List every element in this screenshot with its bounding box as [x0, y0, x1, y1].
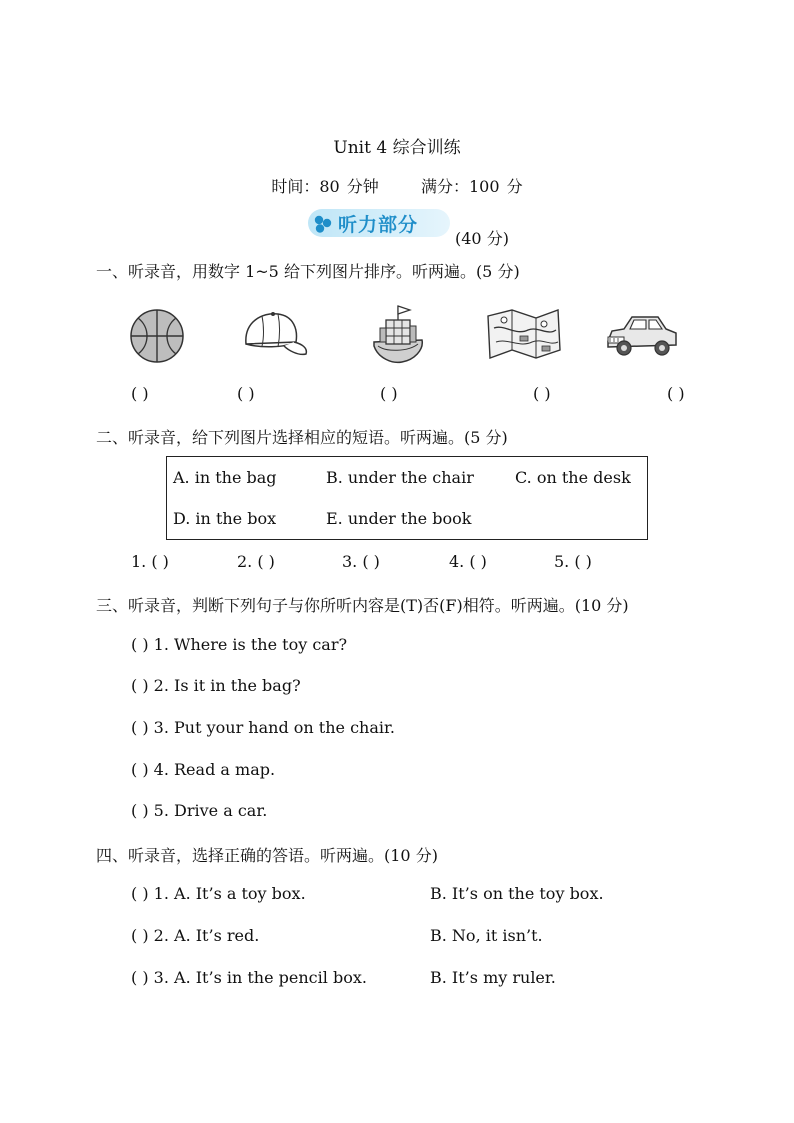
q1-blank-5[interactable]: ( ): [667, 384, 685, 403]
dots-icon: [313, 214, 333, 234]
q3-item-3[interactable]: ( ) 3. Put your hand on the chair.: [131, 718, 395, 737]
q2-answer-2[interactable]: 2. ( ): [237, 552, 275, 571]
basketball-icon: [128, 307, 186, 365]
q4-item-3-b: B. It’s my ruler.: [430, 968, 556, 987]
q1-blank-2[interactable]: ( ): [237, 384, 255, 403]
option-d: D. in the box: [173, 509, 277, 528]
cap-icon: [240, 308, 310, 360]
q4-item-3-a[interactable]: ( ) 3. A. It’s in the pencil box.: [131, 968, 367, 987]
q2-answer-3[interactable]: 3. ( ): [342, 552, 380, 571]
section-label: 听力部分: [338, 214, 419, 236]
q2-answer-4[interactable]: 4. ( ): [449, 552, 487, 571]
q3-item-5[interactable]: ( ) 5. Drive a car.: [131, 801, 268, 820]
q4-instruction: 四、听录音，选择正确的答语。听两遍。(10 分): [96, 846, 438, 865]
exam-info: [0, 174, 794, 197]
q3-item-4[interactable]: ( ) 4. Read a map.: [131, 760, 276, 779]
q2-answer-5[interactable]: 5. ( ): [554, 552, 592, 571]
q2-answer-1[interactable]: 1. ( ): [131, 552, 169, 571]
q4-item-2-b: B. No, it isn’t.: [430, 926, 543, 945]
section-points: (40 分): [455, 229, 509, 248]
q4-item-1-a[interactable]: ( ) 1. A. It’s a toy box.: [131, 884, 306, 903]
q3-item-1[interactable]: ( ) 1. Where is the toy car?: [131, 635, 348, 654]
option-c: C. on the desk: [515, 468, 631, 487]
q3-instruction: 三、听录音，判断下列句子与你所听内容是(T)否(F)相符。听两遍。(10 分): [96, 596, 629, 615]
q1-blank-3[interactable]: ( ): [380, 384, 398, 403]
option-b: B. under the chair: [326, 468, 474, 487]
boat-icon: [372, 302, 426, 366]
map-icon: [486, 306, 562, 362]
q1-instruction: 一、听录音，用数字 1~5 给下列图片排序。听两遍。(5 分): [96, 262, 520, 281]
car-icon: [604, 309, 680, 361]
score-info: 满分：100 分: [421, 177, 523, 196]
time-info: 时间：80 分钟: [271, 177, 379, 196]
option-e: E. under the book: [326, 509, 472, 528]
q2-instruction: 二、听录音，给下列图片选择相应的短语。听两遍。(5 分): [96, 428, 508, 447]
q3-item-2[interactable]: ( ) 2. Is it in the bag?: [131, 676, 301, 695]
option-a: A. in the bag: [173, 468, 277, 487]
q4-item-1-b: B. It’s on the toy box.: [430, 884, 604, 903]
q1-blank-1[interactable]: ( ): [131, 384, 149, 403]
section-badge: [308, 209, 450, 237]
q4-item-2-a[interactable]: ( ) 2. A. It’s red.: [131, 926, 260, 945]
q1-blank-4[interactable]: ( ): [533, 384, 551, 403]
page-title: Unit 4 综合训练: [333, 138, 461, 158]
